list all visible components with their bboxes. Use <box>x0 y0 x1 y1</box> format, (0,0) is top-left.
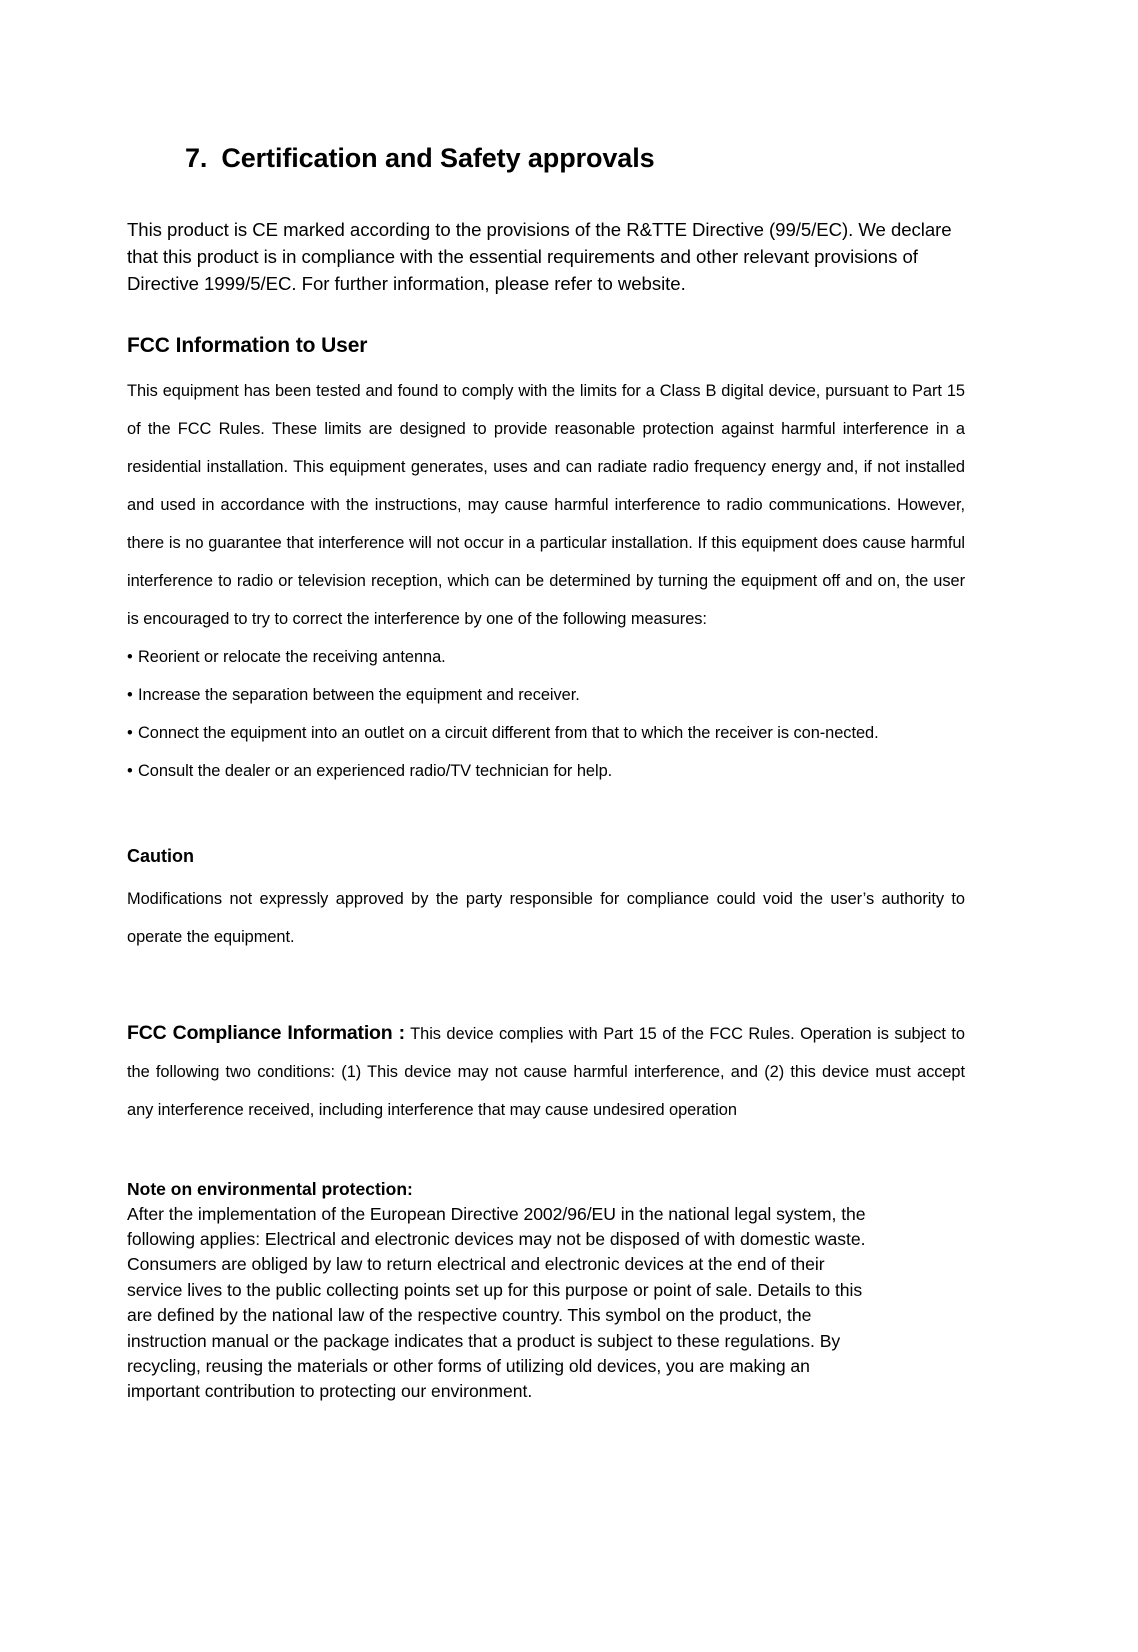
environmental-line: instruction manual or the package indicates that a product is subject to these regulations. By <box>127 1330 841 1351</box>
intro-paragraph: This product is CE marked according to the provisions of the R&TTE Directive (99/5/EC). We declare that this product is in compliance with the essential requirements and other relevant provisions of Directive 1999/5/EC. For further information, please refer to website. <box>127 218 952 294</box>
heading-caution: Caution <box>127 846 194 867</box>
list-item <box>127 714 965 752</box>
environmental-body <box>127 1201 965 1405</box>
list-item-label: Reorient or relocate the receiving antenna. <box>138 648 446 667</box>
heading-environmental-note: Note on environmental protection: <box>127 1178 413 1199</box>
fcc-measures-list <box>127 638 965 790</box>
bullet-icon: • <box>127 686 133 705</box>
fcc-compliance-body: This device complies with Part 15 of the FCC Rules. Operation is subject to the following two conditions: (1) This device may not cause harmful interference, and (2) this device must accept any interference received, including interference that may cause undesired operation <box>127 1024 965 1119</box>
section-title-text: Certification and Safety approvals <box>221 143 655 173</box>
heading-fcc-information: FCC Information to User <box>127 333 368 357</box>
environmental-line: following applies: Electrical and electronic devices may not be disposed of with domestic waste. <box>127 1228 866 1249</box>
list-item-label: Increase the separation between the equipment and receiver. <box>138 686 580 705</box>
environmental-line: Consumers are obliged by law to return electrical and electronic devices at the end of their <box>127 1254 825 1275</box>
bullet-icon: • <box>127 724 133 743</box>
list-item <box>127 638 965 676</box>
section-number: 7. <box>185 143 208 173</box>
environmental-line: service lives to the public collecting points set up for this purpose or point of sale. Details to this <box>127 1279 863 1300</box>
environmental-line: are defined by the national law of the respective country. This symbol on the product, the <box>127 1305 812 1326</box>
bullet-icon: • <box>127 648 133 667</box>
fcc-information-body: This equipment has been tested and found to comply with the limits for a Class B digital device, pursuant to Part 15 of the FCC Rules. These limits are designed to provide reasonable protection against harmful interference in a residential installation. This equipment generates, uses and can radiate radio frequency energy and, if not installed and used in accordance with the instructions, may cause harmful interference to radio communications. However, there is no guarantee that interference will not occur in a particular installation. If this equipment does cause harmful interference to radio or television reception, which can be determined by turning the equipment off and on, the user is encouraged to try to correct the interference by one of the following measures: <box>127 382 965 629</box>
fcc-compliance-paragraph <box>127 956 965 1129</box>
list-item <box>127 752 965 790</box>
environmental-line: important contribution to protecting our environment. <box>127 1381 533 1402</box>
environmental-line: recycling, reusing the materials or other forms of utilizing old devices, you are making an <box>127 1355 810 1376</box>
bullet-icon: • <box>127 762 133 781</box>
page-title <box>127 0 965 175</box>
fcc-compliance-lead: FCC Compliance Information : <box>127 1021 405 1044</box>
list-item <box>127 676 965 714</box>
page-content <box>127 0 965 1405</box>
list-item-label: Consult the dealer or an experienced radio/TV technician for help. <box>138 762 613 781</box>
environmental-line: After the implementation of the European Directive 2002/96/EU in the national legal system, the <box>127 1203 866 1224</box>
caution-body: Modifications not expressly approved by the party responsible for compliance could void the user’s authority to operate the equipment. <box>127 889 965 946</box>
list-item-label: Connect the equipment into an outlet on a circuit different from that to which the receiver is con-nected. <box>138 724 879 743</box>
